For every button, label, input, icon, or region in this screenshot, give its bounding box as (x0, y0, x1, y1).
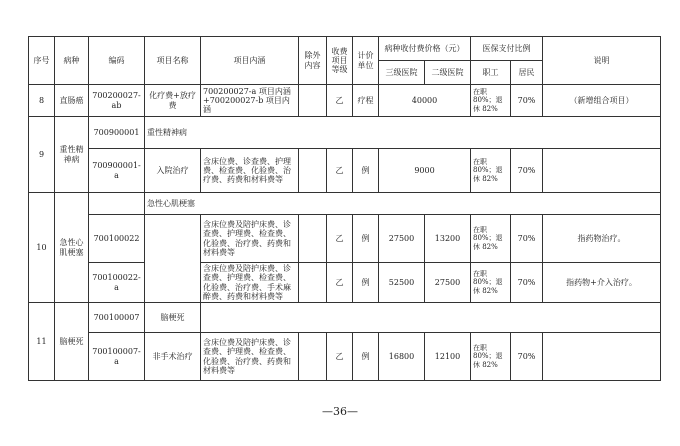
row8-employee: 在职80%；退休 82% (471, 85, 511, 117)
row10-code-a (89, 193, 145, 215)
row10-name-head-text: 急性心肌梗塞 (147, 198, 195, 208)
header-disease: 病种 (55, 37, 89, 85)
row9-code-b: 700900001-a (89, 149, 145, 193)
row11-remark (543, 333, 661, 381)
row10-excluded-b (299, 215, 327, 263)
header-code: 编码 (89, 37, 145, 85)
row10-employee-b: 在职80%；退休 82% (471, 215, 511, 263)
row9-name-b: 入院治疗 (145, 149, 201, 193)
header-insurance-group: 医保支付比例 (471, 37, 543, 61)
row8-code: 700200027-ab (89, 85, 145, 117)
row11-code-a: 700100007 (89, 303, 145, 333)
row9-resident: 70% (511, 149, 543, 193)
row11-code-b: 700100007-a (89, 333, 145, 381)
row10-price3-c: 52500 (379, 263, 425, 303)
header-employee: 职工 (471, 61, 511, 85)
row8-content: 700200027-a 项目内涵+700200027-b 项目内涵 (201, 85, 299, 117)
header-seq: 序号 (29, 37, 55, 85)
header-remark: 说明 (543, 37, 661, 85)
row9-price: 9000 (379, 149, 471, 193)
row11-level: 乙 (327, 333, 353, 381)
row9-employee: 在职80%；退休 82% (471, 149, 511, 193)
row10-excluded-c (299, 263, 327, 303)
row9-excluded (299, 149, 327, 193)
row11-price2: 12100 (425, 333, 471, 381)
row11-resident: 70% (511, 333, 543, 381)
row10-level-b: 乙 (327, 215, 353, 263)
table-row (29, 333, 661, 381)
row8-resident: 70% (511, 85, 543, 117)
row9-content-b: 含床位费、诊查费、护理费、检查费、化验费、治疗费、药费和材料费等 (201, 149, 299, 193)
row10-resident-c: 70% (511, 263, 543, 303)
header-resident: 居民 (511, 61, 543, 85)
row10-employee-c: 在职80%；退休 82% (471, 263, 511, 303)
table-row (29, 85, 661, 117)
header-item-content: 项目内涵 (201, 37, 299, 85)
row8-unit: 疗程 (353, 85, 379, 117)
row10-disease: 急性心肌梗塞 (55, 193, 89, 303)
row10-remark-b: 指药物治疗。 (543, 215, 661, 263)
row10-unit-c: 例 (353, 263, 379, 303)
row11-employee: 在职80%；退休 82% (471, 333, 511, 381)
header-excluded: 除外内容 (299, 37, 327, 85)
row11-unit: 例 (353, 333, 379, 381)
row8-price: 40000 (379, 85, 471, 117)
row9-name-a (145, 117, 661, 149)
page-number: —36— (322, 405, 358, 418)
row10-price3-b: 27500 (379, 215, 425, 263)
table-row (29, 303, 661, 333)
header-price-group: 病种收付费价格（元） (379, 37, 471, 61)
row10-name-head (145, 193, 661, 215)
row8-level: 乙 (327, 85, 353, 117)
row10-content-b: 含床位费及陪护床费、诊查费、护理费、检查费、化验费、治疗费、药费和材料费等 (201, 215, 299, 263)
row9-disease: 重性精神病 (55, 117, 89, 193)
row9-code-a: 700900001 (89, 117, 145, 149)
row11-content-b: 含床位费及陪护床费、诊查费、护理费、检查费、化验费、治疗费、药费和材料费等 (201, 333, 299, 381)
header-tier2: 二级医院 (425, 61, 471, 85)
row9-remark (543, 149, 661, 193)
header-item-name: 项目名称 (145, 37, 201, 85)
row10-unit-b: 例 (353, 215, 379, 263)
row8-excluded (299, 85, 327, 117)
row10-code-b: 700100022 (89, 215, 145, 263)
header-tier3: 三级医院 (379, 61, 425, 85)
row11-price3: 16800 (379, 333, 425, 381)
row11-disease: 脑梗死 (55, 303, 89, 381)
row11-empty (201, 303, 661, 333)
row11-seq: 11 (29, 303, 55, 381)
row10-seq: 10 (29, 193, 55, 303)
table-row (29, 263, 661, 303)
row10-price2-b: 13200 (425, 215, 471, 263)
row11-name-b: 非手术治疗 (145, 333, 201, 381)
row8-seq: 8 (29, 85, 55, 117)
row9-level: 乙 (327, 149, 353, 193)
row10-content-c: 含床位费及陪护床费、诊查费、护理费、检查费、化验费、治疗费、手术麻醉费、药费和材料费等 (201, 263, 299, 303)
header-charge-level: 收费项目等级 (327, 37, 353, 85)
row10-code-c: 700100022-a (89, 263, 145, 303)
table-row (29, 117, 661, 149)
row10-price2-c: 27500 (425, 263, 471, 303)
header-unit: 计价单位 (353, 37, 379, 85)
row10-resident-b: 70% (511, 215, 543, 263)
row8-remark: （新增组合项目） (543, 85, 661, 117)
table-row (29, 193, 661, 215)
row8-disease: 直肠癌 (55, 85, 89, 117)
row9-seq: 9 (29, 117, 55, 193)
row11-excluded (299, 333, 327, 381)
row8-name: 化疗费+放疗费 (145, 85, 201, 117)
fee-table (28, 36, 661, 381)
header-row-1 (29, 37, 661, 61)
row10-remark-c: 指药物+介入治疗。 (543, 263, 661, 303)
row11-name-a: 脑梗死 (145, 303, 201, 333)
row9-unit: 例 (353, 149, 379, 193)
row10-name-b (145, 215, 201, 303)
row10-level-c: 乙 (327, 263, 353, 303)
row9-name-a-text: 重性精神病 (147, 127, 187, 137)
table-row (29, 149, 661, 193)
table-row (29, 215, 661, 263)
